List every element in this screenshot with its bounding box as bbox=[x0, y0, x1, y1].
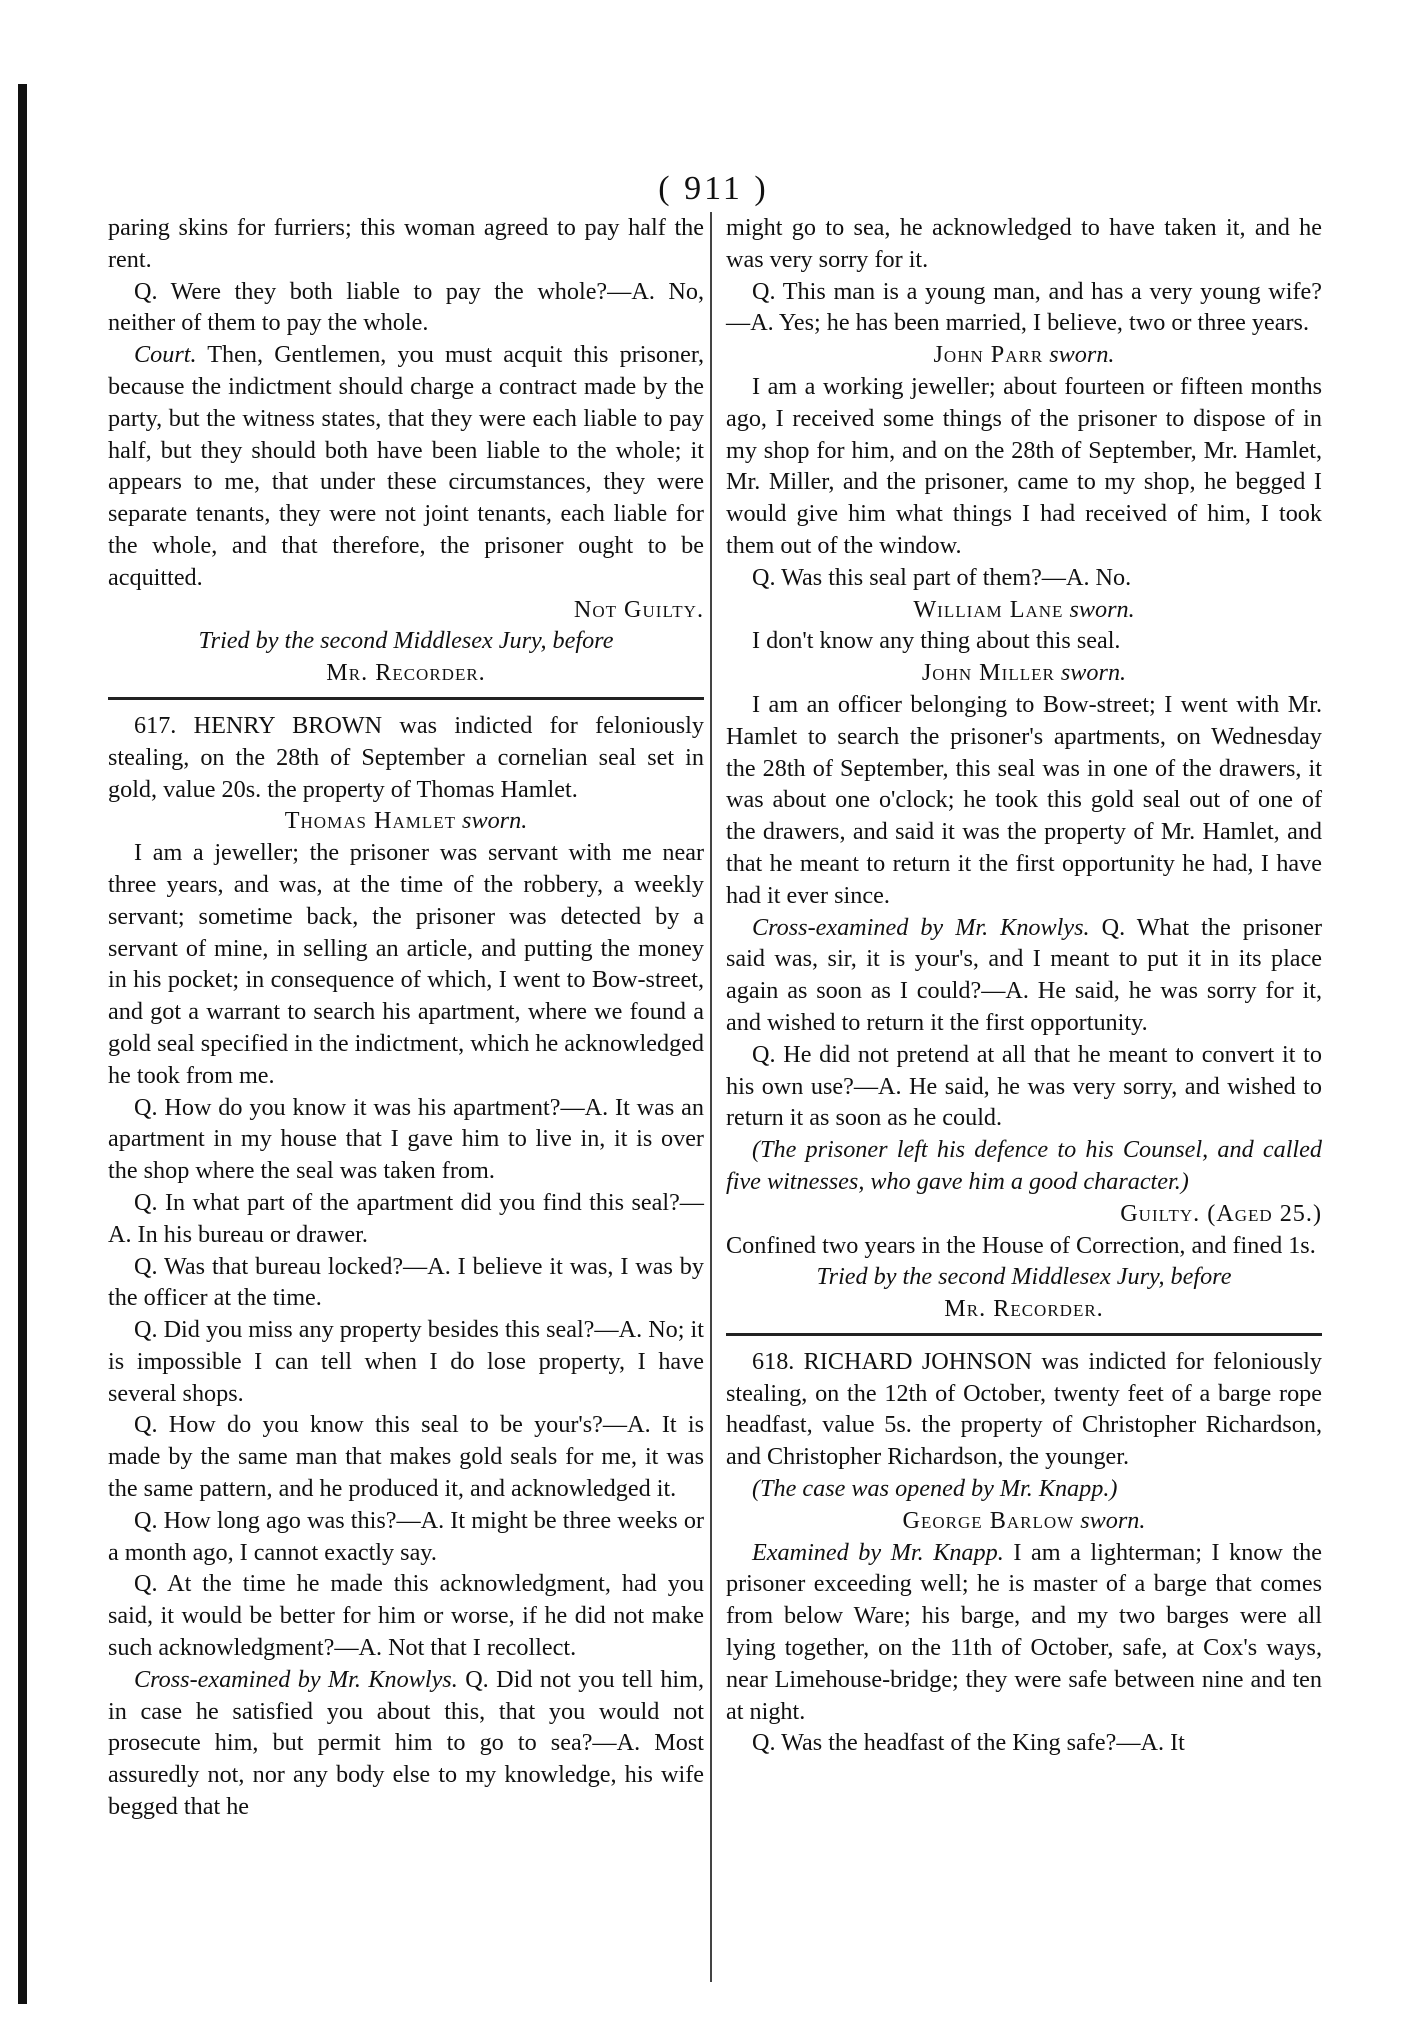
witness-heading bbox=[726, 594, 1322, 626]
sworn-label: sworn. bbox=[1080, 1506, 1146, 1534]
paragraph bbox=[108, 1092, 704, 1187]
paragraph bbox=[108, 1505, 704, 1569]
paragraph-text: Q. How do you know it was his apartment?—A. It was an apartment in my house that I gave him to live in, it is over the shop where the seal was taken from. bbox=[108, 1093, 704, 1185]
sworn-label: sworn. bbox=[1069, 595, 1135, 623]
paragraph bbox=[726, 276, 1322, 340]
paragraph-text: I am an officer belonging to Bow-street; I went with Mr. Hamlet to search the prisoner's apartments, on Wednesday the 28th of September, this seal was in one of the drawers, it was about one o'clock; he took this gold seal out of one of the drawers, and said it was the property of Mr. Hamlet, and that he meant to return it the first opportunity he had, I have had it ever since. bbox=[726, 690, 1322, 909]
paragraph-text: I am a jeweller; the prisoner was servant with me near three years, and was, at the time of the robbery, a weekly servant; sometime back, the prisoner was detected by a servant of mine, in selling an article, and putting the money in his pocket; in consequence of which, I went to Bow-street, and got a warrant to search his apartment, where we found a gold seal specified in the indictment, which he acknowledged he took from me. bbox=[108, 839, 704, 1089]
italic-note: (The prisoner left his defence to his Counsel, and called five witnesses, who gave him a good character.) bbox=[726, 1136, 1322, 1195]
paragraph-text: Then, Gentlemen, you must acquit this prisoner, because the indictment should charge a contract made by the party, but the witness states, that they were each liable to pay half, but they should both have been liable to the whole; it appears to me, that under these circumstances, they were separate tenants, they were not joint tenants, each liable for the whole, and that therefore, the prisoner ought to be acquitted. bbox=[108, 341, 704, 591]
witness-heading bbox=[108, 805, 704, 837]
paragraph-text: Q. In what part of the apartment did you find this seal?—A. In his bureau or drawer. bbox=[108, 1188, 704, 1248]
section-rule bbox=[108, 697, 704, 700]
recorder-line: Mr. Recorder. bbox=[944, 1295, 1104, 1323]
paragraph bbox=[108, 1409, 704, 1504]
witness-name: John Miller bbox=[921, 659, 1055, 687]
page-number: ( 911 ) bbox=[658, 170, 769, 207]
paragraph bbox=[726, 689, 1322, 912]
paragraph bbox=[108, 837, 704, 1091]
paragraph-text: Q. This man is a young man, and has a very young wife?—A. Yes; he has been married, I believe, two or three years. bbox=[726, 277, 1322, 337]
paragraph-text: Q. What the prisoner said was, sir, it is your's, and I meant to put it in its place again as soon as I could?—A. He said, he was sorry for it, and wished to return it the first opportunity. bbox=[726, 913, 1323, 1036]
paragraph-text: I don't know any thing about this seal. bbox=[752, 627, 1121, 655]
paragraph-text: might go to sea, he acknowledged to have taken it, and he was very sorry for it. bbox=[726, 214, 1322, 273]
paragraph bbox=[108, 1187, 704, 1251]
verdict: Guilty. (Aged 25.) bbox=[1120, 1199, 1322, 1227]
paragraph bbox=[726, 1537, 1322, 1728]
witness-name: William Lane bbox=[913, 595, 1064, 623]
verdict: Not Guilty. bbox=[573, 595, 704, 623]
paragraph-text: Q. He did not pretend at all that he meant to convert it to his own use?—A. He said, he was very sorry, and wished to return it as soon as he could. bbox=[726, 1040, 1322, 1132]
margin-bar bbox=[18, 84, 27, 2004]
sworn-label: sworn. bbox=[1060, 659, 1127, 687]
paragraph bbox=[726, 371, 1322, 562]
paragraph bbox=[108, 276, 704, 340]
sworn-label: sworn. bbox=[462, 807, 528, 835]
left-column bbox=[108, 212, 704, 1823]
paragraph-text: Q. Was the headfast of the King safe?—A. It bbox=[752, 1729, 1185, 1757]
paragraph bbox=[726, 212, 1322, 276]
witness-heading bbox=[726, 339, 1322, 371]
paragraph bbox=[108, 1568, 704, 1663]
paragraph bbox=[726, 1346, 1322, 1473]
paragraph-text: 618. RICHARD JOHNSON was indicted for feloniously stealing, on the 12th of October, twenty feet of a barge rope headfast, value 5s. the property of Christopher Richardson, and Christopher Richardson, the younger. bbox=[726, 1347, 1322, 1471]
paragraph-text: I am a lighterman; I know the prisoner exceeding well; he is master of a barge that comes from below Ware; his barge, and my two barges were all lying together, on the 11th of October, safe, at Cox's ways, near Limehouse-bridge; they were safe between nine and ten at night. bbox=[726, 1538, 1322, 1725]
paragraph bbox=[726, 1230, 1322, 1262]
paragraph bbox=[726, 1039, 1322, 1134]
witness-name: John Parr bbox=[933, 341, 1044, 369]
column-divider bbox=[710, 212, 712, 1982]
paragraph-text: Q. Were they both liable to pay the whole?—A. No, neither of them to pay the whole. bbox=[108, 277, 704, 337]
paragraph-text: I am a working jeweller; about fourteen or fifteen months ago, I received some things of the prisoner to dispose of in my shop for him, and on the 28th of September, Mr. Hamlet, Mr. Miller, and the prisoner, came to my shop, he begged I would give him what things I had received of him, I took them out of the window. bbox=[726, 372, 1322, 559]
paragraph-lead: Court. bbox=[134, 341, 197, 369]
paragraph bbox=[108, 1314, 704, 1409]
tried-by-line: Tried by the second Middlesex Jury, before bbox=[198, 627, 614, 655]
paragraph bbox=[726, 625, 1322, 657]
witness-heading bbox=[726, 657, 1322, 689]
witness-name: Thomas Hamlet bbox=[284, 807, 456, 835]
paragraph-text: Q. Was this seal part of them?—A. No. bbox=[752, 563, 1132, 591]
paragraph bbox=[726, 562, 1322, 594]
paragraph-lead: Cross-examined by Mr. Knowlys. bbox=[134, 1665, 458, 1693]
paragraph-text: Q. How do you know this seal to be your's?—A. It is made by the same man that makes gold seals for me, it was the same pattern, and he produced it, and acknowledged it. bbox=[108, 1411, 704, 1503]
italic-note: (The case was opened by Mr. Knapp.) bbox=[752, 1475, 1118, 1503]
paragraph-text: Q. Did you miss any property besides this seal?—A. No; it is impossible I can tell when I do lose property, I have several shops. bbox=[108, 1316, 704, 1407]
paragraph bbox=[726, 912, 1322, 1039]
paragraph bbox=[108, 1251, 704, 1315]
paragraph-text: paring skins for furriers; this woman agreed to pay half the rent. bbox=[108, 214, 704, 273]
recorder-line: Mr. Recorder. bbox=[326, 659, 486, 687]
witness-name: George Barlow bbox=[902, 1506, 1075, 1534]
paragraph-text: Q. How long ago was this?—A. It might be three weeks or a month ago, I cannot exactly say. bbox=[108, 1506, 704, 1566]
section-rule bbox=[726, 1333, 1322, 1336]
paragraph-text: 617. HENRY BROWN was indicted for feloniously stealing, on the 28th of September a cornelian seal set in gold, value 20s. the property of Thomas Hamlet. bbox=[108, 711, 704, 803]
paragraph-text: Q. At the time he made this acknowledgment, had you said, it would be better for him or worse, if he did not make such acknowledgment?—A. Not that I recollect. bbox=[108, 1570, 704, 1662]
paragraph-lead: Cross-examined by Mr. Knowlys. bbox=[752, 913, 1090, 941]
witness-heading bbox=[726, 1505, 1322, 1537]
paragraph bbox=[108, 212, 704, 276]
paragraph bbox=[108, 1664, 704, 1823]
paragraph-text: Q. Was that bureau locked?—A. I believe it was, I was by the officer at the time. bbox=[108, 1252, 704, 1312]
paragraph bbox=[726, 1727, 1322, 1759]
paragraph-text: Q. Did not you tell him, in case he satisfied you about this, that you would not prosecute him, but permit him to go to sea?—A. Most assuredly not, nor any body else to my knowledge, his wife begged that he bbox=[108, 1665, 704, 1821]
paragraph-lead: Examined by Mr. Knapp. bbox=[752, 1538, 1004, 1566]
sworn-label: sworn. bbox=[1049, 341, 1115, 369]
tried-by-line: Tried by the second Middlesex Jury, before bbox=[816, 1263, 1232, 1291]
paragraph bbox=[108, 339, 704, 593]
paragraph-text: Confined two years in the House of Correction, and fined 1s. bbox=[726, 1231, 1316, 1259]
right-column bbox=[726, 212, 1322, 1759]
paragraph bbox=[108, 710, 704, 805]
